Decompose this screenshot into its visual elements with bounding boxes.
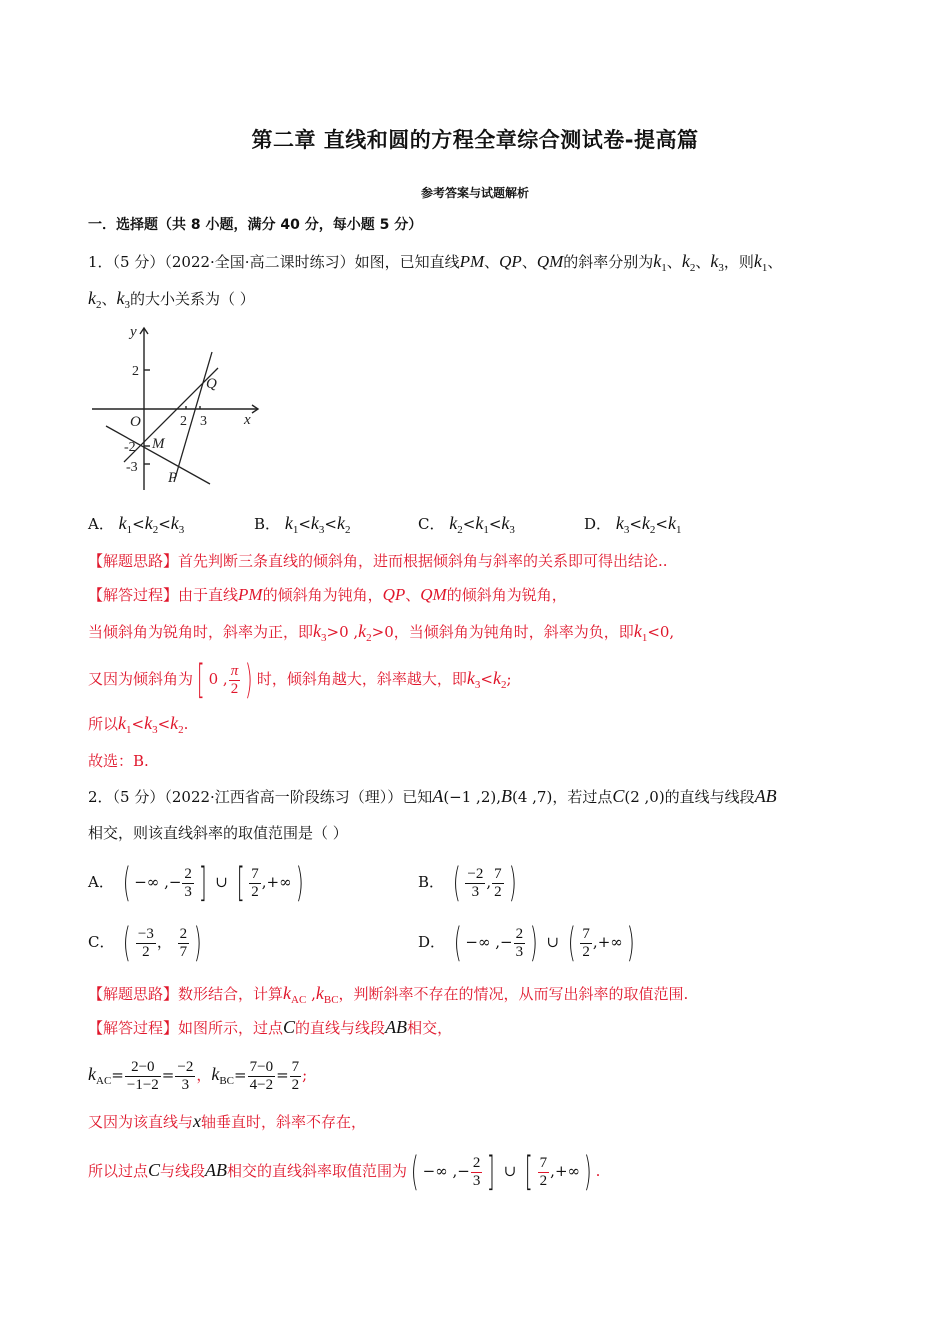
q1-coordinate-figure [86, 322, 266, 494]
q1-analysis: 【解题思路】首先判断三条直线的倾斜角，进而根据倾斜角与斜率的关系即可得出结论.. [88, 552, 668, 570]
q2-option-d[interactable]: D． ( −∞ ,− $\frac{2}{3}$ ) ∪ ( $\frac{7}{2}$ ,+∞) [418, 920, 635, 966]
q1-stem-line1: 1．（5 分）（2022·全国·高二课时练习）如图，已知直线PM、QP、QM的斜率分别为$k_1$、$k_2$、$k_3$，则$k_1$、 [88, 251, 783, 274]
q1-stem-line2: $k_2$、$k_3$的大小关系为（ ） [88, 288, 255, 311]
section-heading: 一．选择题（共 8 小题，满分 40 分，每小题 5 分） [88, 217, 423, 233]
tick-y-2: 2 [132, 364, 139, 379]
q1-option-d[interactable]: D． $k_3<k_2<k_1$ [584, 513, 682, 536]
q1-process-line1: 【解答过程】由于直线PM的倾斜角为钝角，QP、QM的倾斜角为锐角， [88, 585, 567, 604]
origin-label: O [130, 414, 141, 430]
q1-process-line2: 当倾斜角为锐角时，斜率为正，即$k_3>0$ $,k_2>0$，当倾斜角为钝角时，斜率为负，即$k_1<0$, [88, 621, 675, 644]
point-m-label: M [152, 436, 165, 452]
q1-answer: 故选：B. [88, 752, 149, 770]
q2-process-line1: 【解答过程】如图所示，过点C的直线与线段AB相交， [88, 1017, 453, 1037]
q1-process-line3: 又因为倾斜角为[ 0 , $\frac{\pi}{2}$ ) 时，倾斜角越大，斜率越大，即$k_3<k_2$; [88, 657, 512, 703]
tick-y-neg3: -3 [126, 460, 138, 475]
point-p-label: P [168, 470, 178, 486]
axis-y-label: y [130, 324, 137, 340]
q1-option-a[interactable]: A． $k_1<k_2<k_3$ [88, 513, 185, 536]
page-subtitle: 参考答案与试题解析 [420, 186, 529, 200]
tick-x-3: 3 [200, 414, 207, 429]
q1-process-line4: 所以$k_1<k_3<k_2$. [88, 713, 189, 736]
q2-slope-calculation: $k_{AC}=$ $\frac{2-0}{-1-2}$ = $\frac{-2}{3}$ ，$k_{BC}=$ $\frac{7-0}{4-2}$ = $\frac{7}{2}$ ; [88, 1058, 308, 1093]
q2-analysis: 【解题思路】数形结合，计算$k_{AC}$ $,k_{BC}$，判断斜率不存在的情况，从而写出斜率的取值范围. [88, 983, 689, 1006]
axis-x-label: x [244, 412, 251, 428]
q2-range-conclusion: 所以过点C与线段AB相交的直线斜率取值范围为( −∞ ,− $\frac{2}{3}$ ] ∪ [ $\frac{7}{2}$ ,+∞) . [88, 1149, 601, 1195]
tick-x-2: 2 [180, 414, 187, 429]
tick-y-neg2: -2 [124, 440, 136, 455]
q2-stem-line1: 2．（5 分）（2022·江西省高一阶段练习（理））已知A(−1 ,2),B(4 ,7)，若过点C(2 ,0)的直线与线段AB [88, 786, 777, 806]
q1-option-c[interactable]: C． $k_2<k_1<k_3$ [418, 513, 515, 536]
q1-option-b[interactable]: B． $k_1<k_3<k_2$ [254, 513, 351, 536]
q2-vertical-note: 又因为该直线与x轴垂直时，斜率不存在， [88, 1111, 367, 1131]
page-title: 第二章 直线和圆的方程全章综合测试卷-提高篇 [251, 128, 699, 152]
q2-option-b[interactable]: B． ( $\frac{-2}{3}$ , $\frac{7}{2}$ ) [418, 860, 517, 906]
point-q-label: Q [206, 376, 217, 392]
q2-stem-line2: 相交，则该直线斜率的取值范围是（ ） [88, 824, 348, 842]
q2-option-c[interactable]: C． ( $\frac{-3}{2}$ ， $\frac{2}{7}$ ) [88, 920, 202, 966]
q2-option-a[interactable]: A． ( −∞ ,− $\frac{2}{3}$ ] ∪ [ $\frac{7}{2}$ ,+∞) [88, 860, 304, 906]
